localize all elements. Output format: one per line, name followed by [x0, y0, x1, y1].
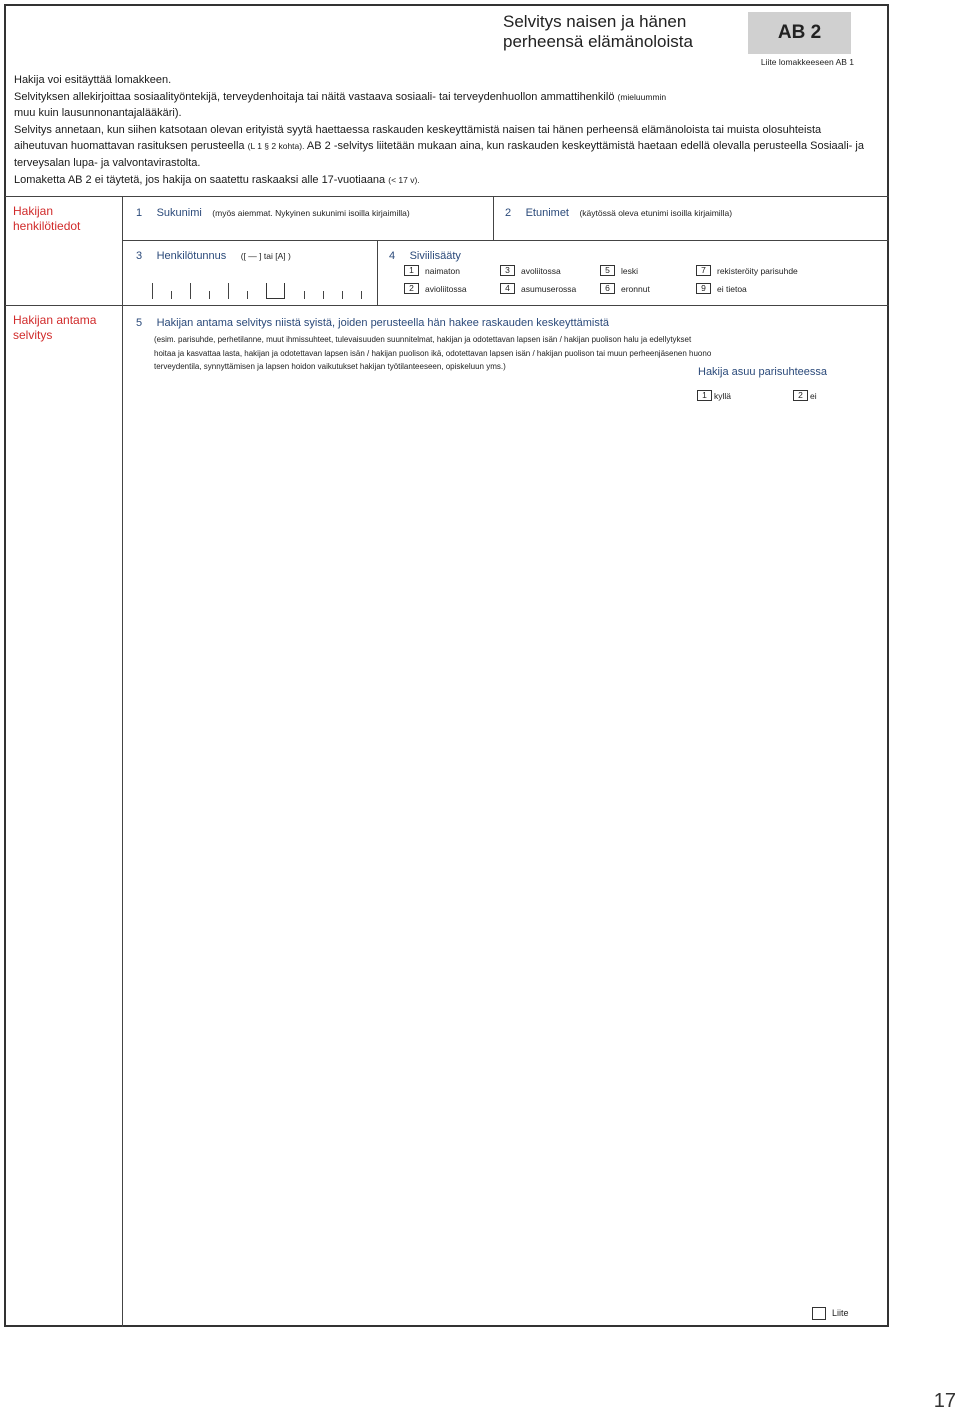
attachment-checkbox[interactable]: Liite	[812, 1307, 849, 1320]
attachment-reference: Liite lomakkeeseen AB 1	[760, 57, 854, 67]
divider-id-civil	[377, 240, 378, 305]
civil-status-field: 4 Siviilisääty	[389, 250, 461, 262]
page-number: 17	[933, 1390, 956, 1412]
divider-section1	[5, 305, 889, 306]
cohabitation-no-option[interactable]: 2 ei	[793, 390, 817, 401]
personal-id-input[interactable]	[152, 283, 364, 300]
cohabitation-yes-option[interactable]: 1 kyllä	[697, 390, 731, 401]
civil-status-option[interactable]: 2 avioliitossa	[404, 283, 467, 294]
civil-status-option[interactable]: 4 asumuserossa	[500, 283, 576, 294]
personal-id-field: 3 Henkilötunnus ([ — ] tai [A] )	[136, 250, 291, 262]
first-names-field[interactable]: 2 Etunimet (käytössä oleva etunimi isoilla kirjaimilla)	[505, 207, 733, 219]
divider-name-fields	[493, 196, 494, 240]
divider-header	[5, 196, 889, 197]
statement-field[interactable]: 5 Hakijan antama selvitys niistä syistä, joiden perusteella hän hakee raskauden keskeyttämistä (esim. parisuhde, perhetilanne, muut ihmissuhteet, tulevaisuuden suunnitelmat, hakijan ja odotettavan lapsen isän / hakijan puolison halu ja edellytykset hoitaa ja kasvattaa lasta, hakijan ja odotettavan lapsen isän / hakijan puolison ikä, odotettavan lapsen isän / hakijan puolison tai muun perheenjäsenen huono terveydentila, synnyttämisen ja lapsen hoidon vaikutukset hakijan työtilanteeseen, opiskeluun yms.)	[136, 317, 712, 371]
form-code-badge: AB 2	[748, 12, 851, 54]
divider-names	[122, 240, 889, 241]
civil-status-option[interactable]: 5 leski	[600, 265, 638, 276]
intro-p4: Lomaketta AB 2 ei täytetä, jos hakija on saatettu raskaaksi alle 17-vuotiaana (< 17 v).	[14, 173, 420, 186]
section-statement-label: Hakijan antama selvitys	[13, 313, 97, 342]
civil-status-option[interactable]: 7 rekisteröity parisuhde	[696, 265, 798, 276]
section-personal-info-label: Hakijan henkilötiedot	[13, 204, 81, 233]
cohabitation-label: Hakija asuu parisuhteessa	[698, 366, 828, 378]
civil-status-option[interactable]: 9 ei tietoa	[696, 283, 747, 294]
intro-p3: Selvitys annetaan, kun siihen katsotaan olevan erityistä syytä haettaessa raskauden keskeyttämistä naisen tai hänen perheensä elämänoloista tai muista olosuhteista aiheutuvan huomattavan rasituksen perusteella (L 1 § 2 kohta). AB 2 -selvitys liitetään mukaan aina, kun raskauden keskeyttämistä haetaan edellä olevalla perusteella Sosiaali- ja terveysalan lupa- ja valvontavirastolta.	[14, 123, 864, 169]
separator-char-box	[266, 283, 285, 299]
surname-field[interactable]: 1 Sukunimi (myös aiemmat. Nykyinen sukunimi isoilla kirjaimilla)	[136, 207, 410, 219]
intro-p2: Selvityksen allekirjoittaa sosiaalityöntekijä, terveydenhoitaja tai näitä vastaava sosiaali- tai terveydenhuollon ammattihenkilö (mieluummin muu kuin lausunnonantajalääkäri).	[14, 90, 667, 120]
form-title: Selvitys naisen ja hänen perheensä elämänoloista	[503, 12, 693, 51]
civil-status-option[interactable]: 1 naimaton	[404, 265, 460, 276]
intro-text	[14, 72, 864, 188]
civil-status-option[interactable]: 3 avoliitossa	[500, 265, 561, 276]
intro-p1: Hakija voi esitäyttää lomakkeen.	[14, 74, 172, 86]
label-column-divider	[122, 196, 123, 1327]
civil-status-option[interactable]: 6 eronnut	[600, 283, 650, 294]
